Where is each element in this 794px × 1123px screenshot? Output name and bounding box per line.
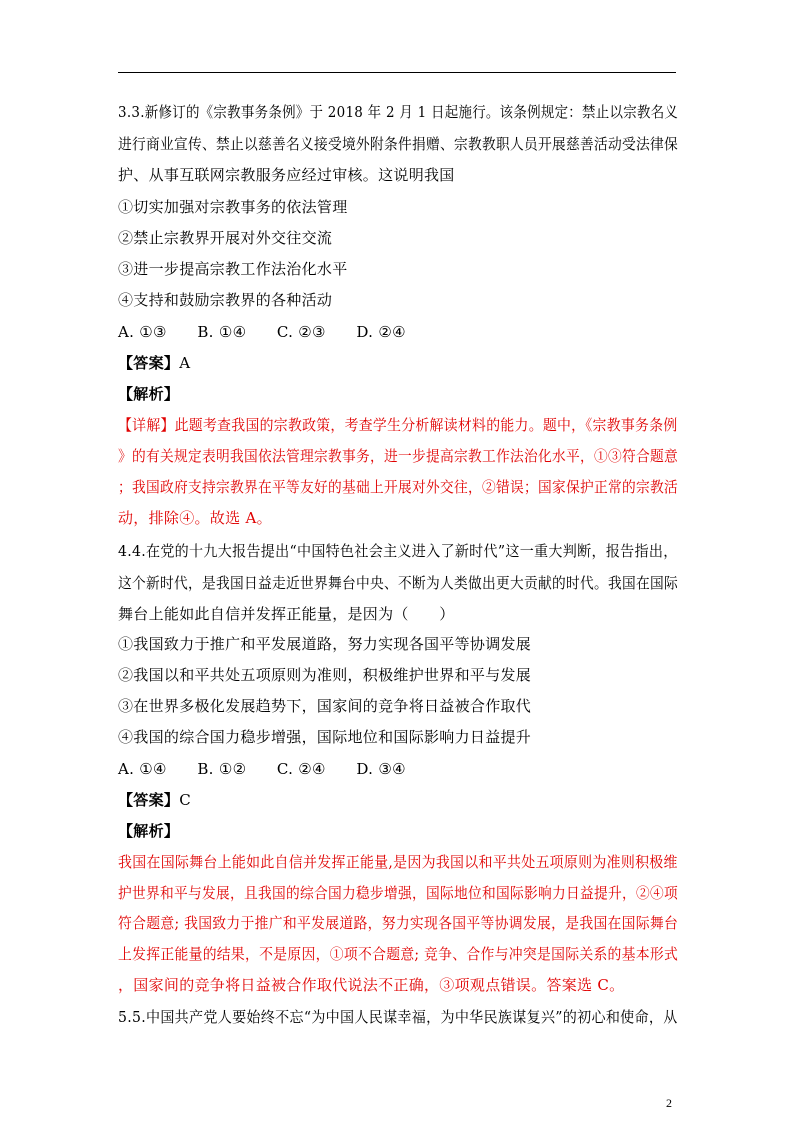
q4-answer	[118, 790, 191, 810]
q3-statement-3: ③进一步提高宗教工作法治化水平	[118, 260, 348, 278]
q3-answer	[118, 353, 190, 373]
q4-analysis-line-5: ，国家间的竞争将日益被合作取代说法不正确，③项观点错误。答案选 C。	[118, 976, 625, 994]
q4-statement-1: ①我国致力于推广和平发展道路，努力实现各国平等协调发展	[118, 635, 532, 653]
q4-answer-value: C	[179, 791, 191, 809]
q4-statement-3: ③在世界多极化发展趋势下，国家间的竞争将日益被合作取代	[118, 697, 532, 715]
q3-analysis-line-4: 动，排除④。故选 A。	[118, 509, 272, 527]
q3-analysis-line-1: 【详解】此题考查我国的宗教政策，考查学生分析解读材料的能力。题中，《宗教事务条例	[118, 416, 678, 434]
q4-analysis-line-4: 上发挥正能量的结果，不是原因，①项不合题意; 竞争、合作与冲突是国际关系的基本形式	[118, 945, 679, 963]
q4-stem-line-1: 4.4.在党的十九大报告提出“中国特色社会主义进入了新时代”这一重大判断，报告指出，	[118, 542, 678, 560]
q3-stem-line-2: 进行商业宣传、禁止以慈善名义接受境外附条件捐赠、宗教教职人员开展慈善活动受法律保	[118, 135, 678, 153]
q4-answer-label: 【答案】	[118, 791, 180, 809]
q4-analysis-line-3: 符合题意; 我国致力于推广和平发展道路，努力实现各国平等协调发展，是我国在国际舞台	[118, 914, 679, 932]
q3-stem-line-3: 护、从事互联网宗教服务应经过审核。这说明我国	[118, 166, 455, 184]
q3-stem-line-1: 3.3.新修订的《宗教事务条例》于 2018 年 2 月 1 日起施行。该条例规定：禁止以宗教名义	[118, 103, 679, 121]
q3-answer-value: A	[179, 354, 191, 372]
header-rule	[118, 72, 676, 73]
q3-statement-4: ④支持和鼓励宗教界的各种活动	[118, 291, 333, 309]
q4-statement-2: ②我国以和平共处五项原则为准则，积极维护世界和平与发展	[118, 666, 532, 684]
q3-analysis-line-3: ；我国政府支持宗教界在平等友好的基础上开展对外交往，②错误；国家保护正常的宗教活	[118, 478, 678, 496]
q4-analysis-line-2: 护世界和平与发展，且我国的综合国力稳步增强，国际地位和国际影响力日益提升，②④项	[118, 884, 678, 902]
q4-statement-4: ④我国的综合国力稳步增强，国际地位和国际影响力日益提升	[118, 728, 532, 746]
q4-analysis-line-1: 我国在国际舞台上能如此自信并发挥正能量,是因为我国以和平共处五项原则为准则积极维	[118, 853, 678, 871]
q3-statement-2: ②禁止宗教界开展对外交往交流	[118, 229, 333, 247]
q3-options: A. ①③ B. ①④ C. ②③ D. ②④	[118, 323, 406, 341]
q4-stem-line-3: 舞台上能如此自信并发挥正能量，是因为（ ）	[118, 605, 455, 623]
q3-answer-label: 【答案】	[118, 354, 180, 372]
q4-stem-line-2: 这个新时代，是我国日益走近世界舞台中央、不断为人类做出更大贡献的时代。我国在国际	[118, 574, 678, 592]
q4-options: A. ①④ B. ①② C. ②④ D. ③④	[118, 760, 406, 778]
q3-statement-1: ①切实加强对宗教事务的依法管理	[118, 198, 348, 216]
q5-stem-line-1: 5.5.中国共产党人要始终不忘“为中国人民谋幸福，为中华民族谋复兴”的初心和使命，从	[118, 1008, 678, 1026]
page-number: 2	[666, 1096, 672, 1110]
q3-analysis-label: 【解析】	[118, 385, 180, 403]
q4-analysis-label: 【解析】	[118, 822, 180, 840]
q3-analysis-line-2: 》的有关规定表明我国依法管理宗教事务，进一步提高宗教工作法治化水平，①③符合题意	[118, 447, 678, 465]
